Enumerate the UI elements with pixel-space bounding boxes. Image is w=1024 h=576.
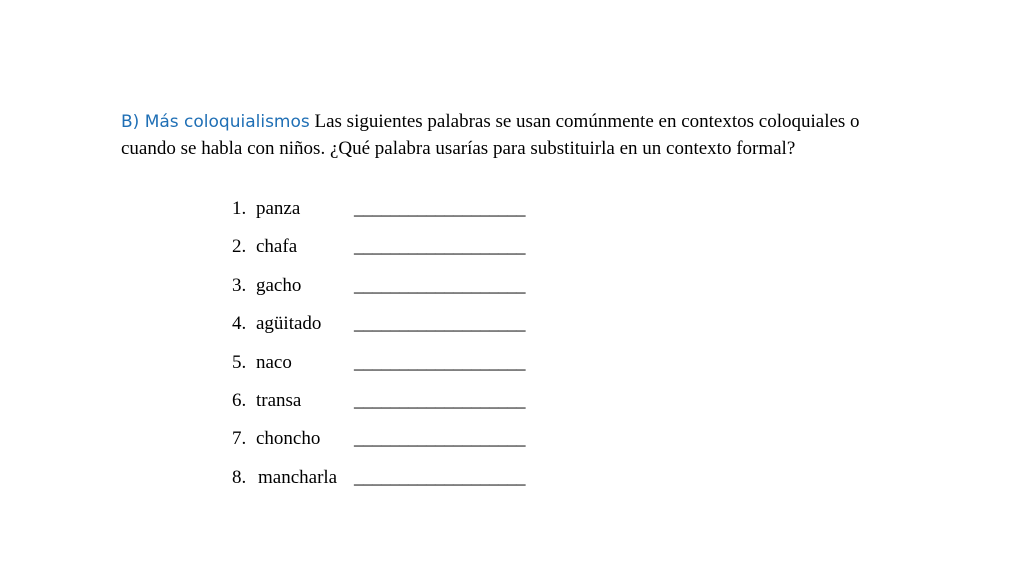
exercise-prompt [121,109,861,161]
item-number: 8. [232,466,247,488]
answer-blank: ___________________ [354,389,525,411]
item-number: 3. [232,274,247,296]
section-heading: B) Más coloquialismos [121,112,310,132]
answer-blank: ___________________ [354,313,525,335]
list-item [232,236,525,274]
item-word: choncho [256,428,321,450]
item-word: agüitado [256,313,322,335]
list-item [232,428,525,466]
item-number: 4. [232,313,247,335]
item-word: mancharla [258,466,338,488]
answer-blank: ___________________ [354,466,525,488]
answer-blank: ___________________ [354,236,525,258]
vocabulary-list [232,198,525,505]
answer-blank: ___________________ [354,428,525,450]
item-word: panza [256,198,301,219]
item-number: 2. [232,236,247,258]
list-item [232,275,525,313]
item-number: 1. [232,198,247,219]
item-number: 7. [232,428,247,450]
answer-blank: ___________________ [354,351,525,373]
list-item [232,313,525,351]
answer-blank: ___________________ [354,198,525,219]
list-item [232,467,525,505]
item-word: naco [256,351,292,373]
item-word: transa [256,389,302,411]
list-item [232,352,525,390]
item-word: chafa [256,236,298,258]
answer-blank: ___________________ [354,274,525,296]
list-item [232,198,525,236]
item-number: 5. [232,351,247,373]
item-word: gacho [256,274,302,296]
list-item [232,390,525,428]
prompt-text: Las siguientes palabras se usan comúnmente en contextos coloquiales o cuando se habla con niños. ¿Qué palabra usarías para substituirla en un contexto formal? [121,111,860,159]
item-number: 6. [232,389,247,411]
